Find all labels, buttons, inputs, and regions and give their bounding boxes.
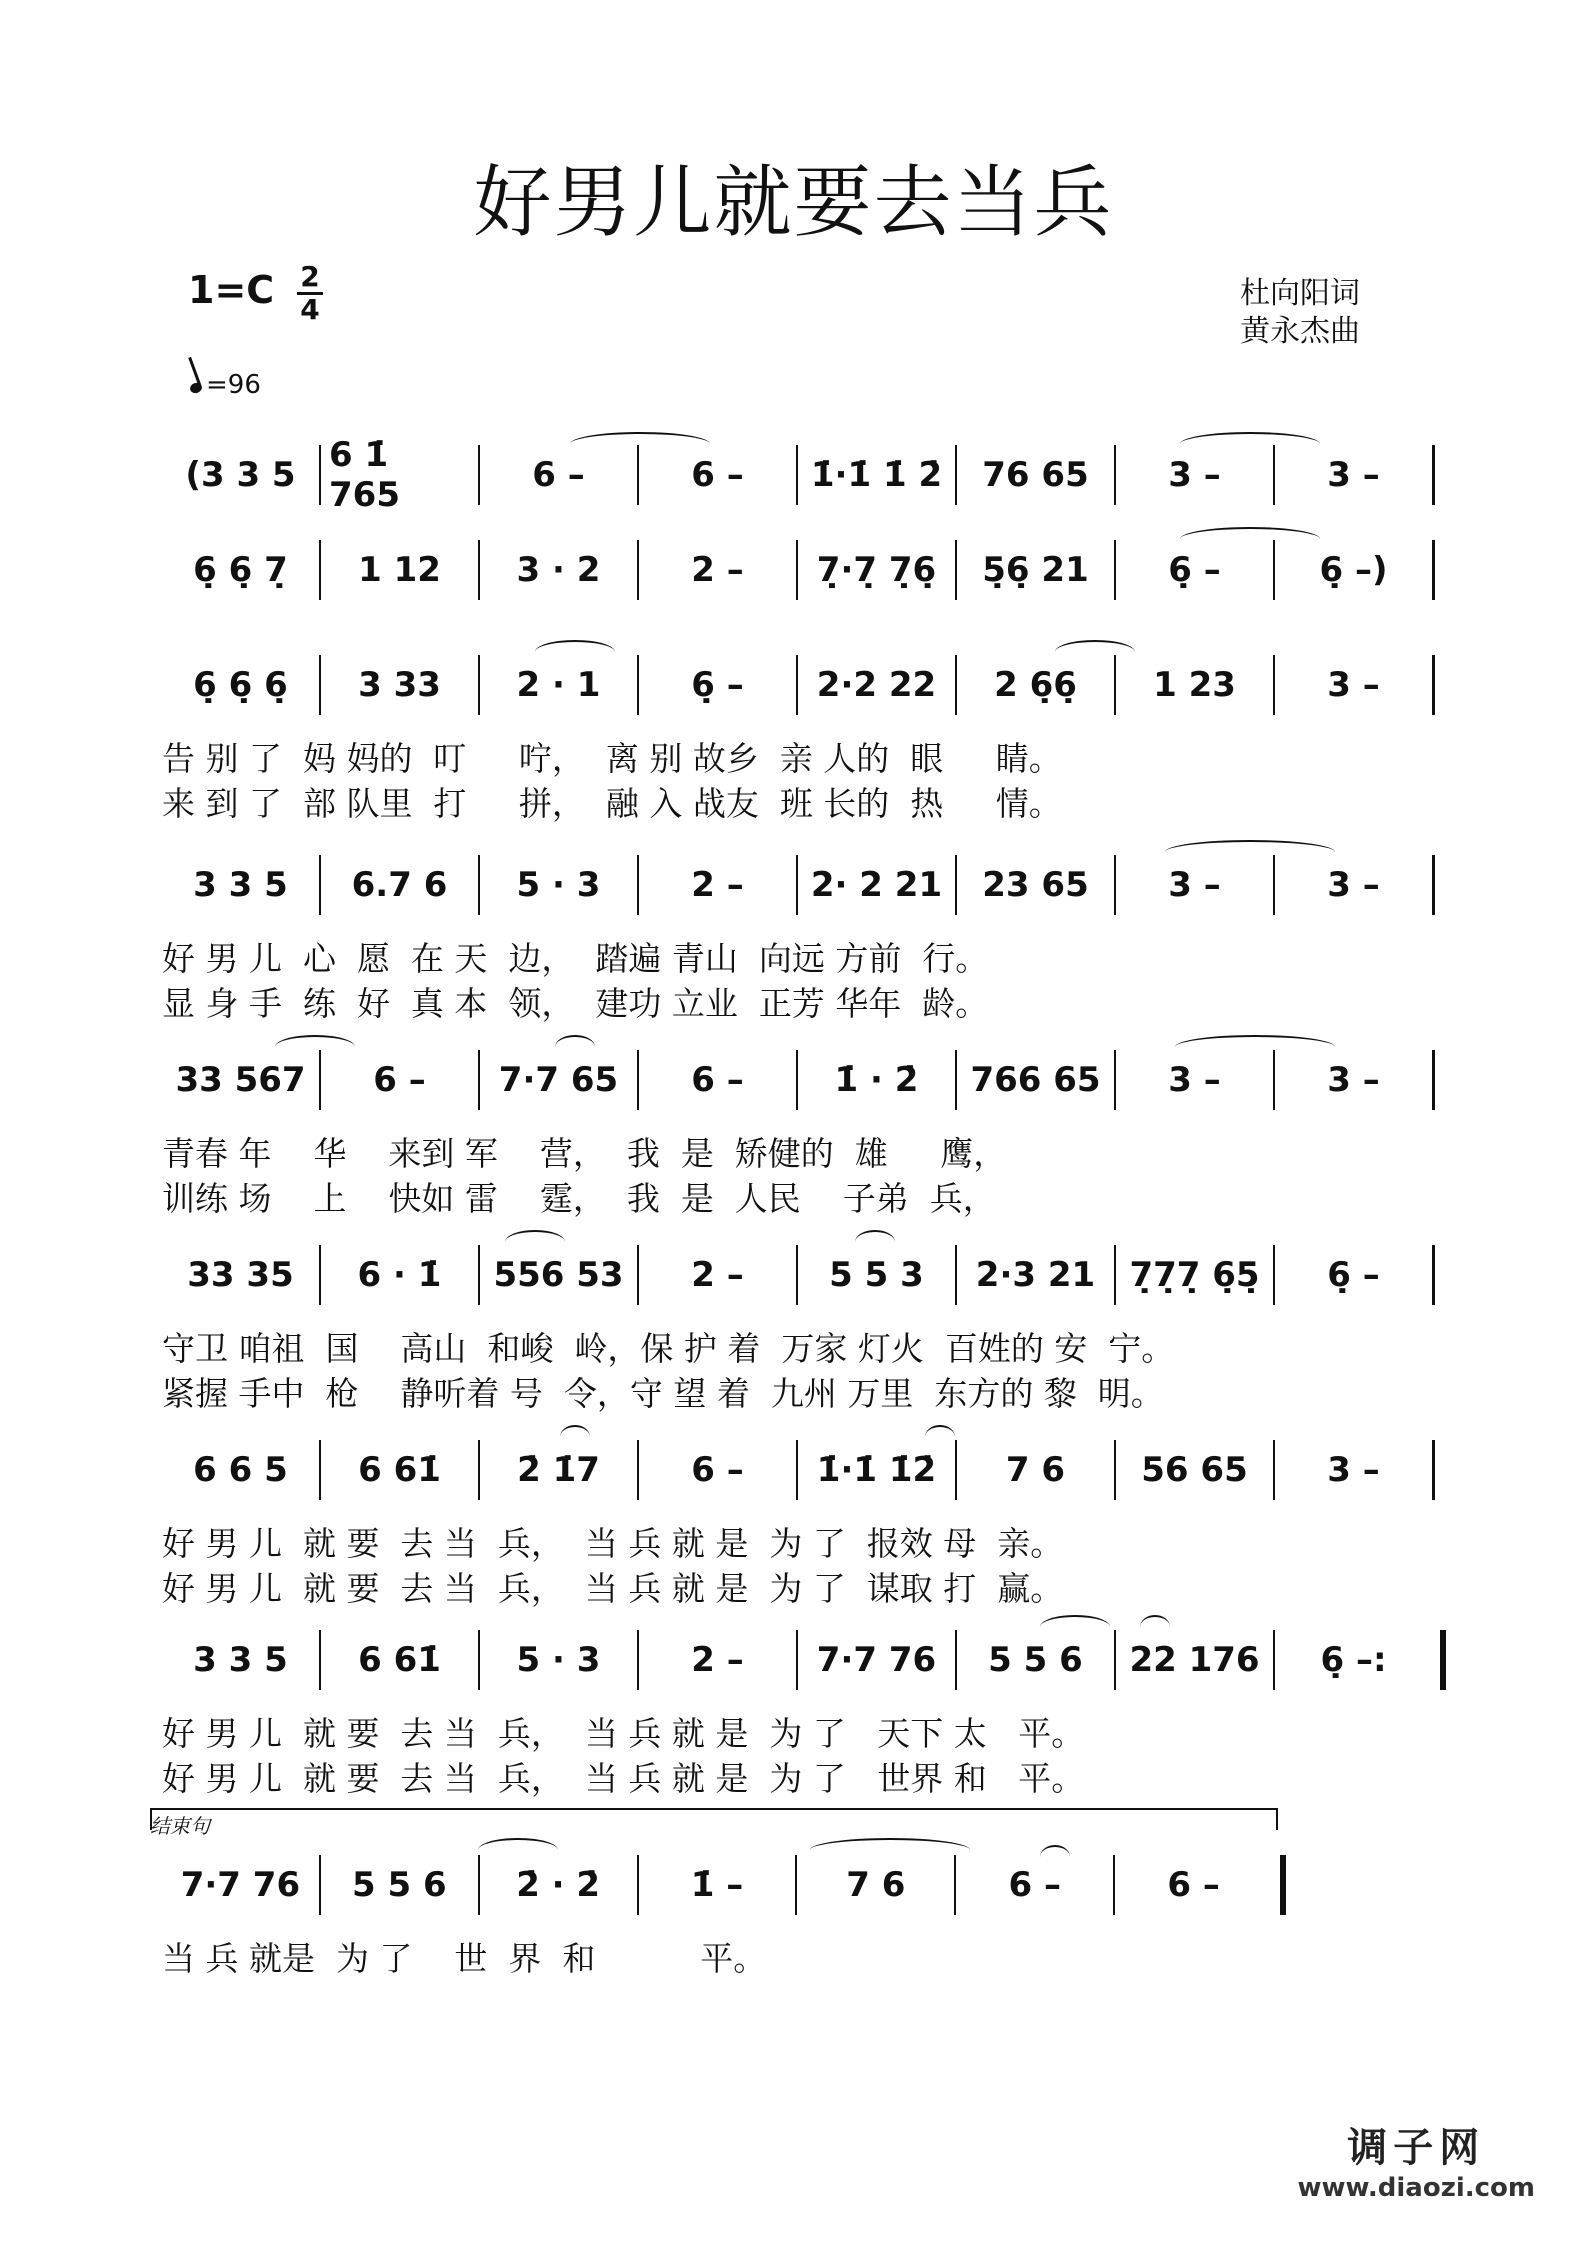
tempo-value: =96 [206, 370, 261, 400]
slur-arc [560, 1425, 590, 1449]
measure: 3 · 2 [478, 540, 637, 600]
slur-arc [505, 1230, 565, 1254]
watermark [1298, 2116, 1536, 2203]
measure: 6 · 1̇ [319, 1245, 478, 1305]
measure: 5 · 3 [478, 855, 637, 915]
lyricist: 杜向阳词 [1240, 276, 1360, 311]
measure: 6̣ – [1114, 540, 1273, 600]
measure: 5 5 6 [955, 1630, 1114, 1690]
measure: 23 65 [955, 855, 1114, 915]
measure: 2̇ · 2̇ [478, 1855, 637, 1915]
measure: 2 – [637, 1245, 796, 1305]
measure: 7̣7̣7̣ 6̣5̣ [1114, 1245, 1273, 1305]
measure: 33 35 [187, 1255, 294, 1295]
ending-label: 结束句 [150, 1814, 210, 1838]
measure: 6 – [637, 445, 796, 505]
slur-arc [478, 1838, 558, 1862]
measure: 1 23 [1114, 655, 1273, 715]
measure: 3 3 5 [193, 865, 288, 905]
measure: 3 – [1273, 655, 1432, 715]
measure: 2 6̣6̣ [955, 655, 1114, 715]
measure: 22 176 [1114, 1630, 1273, 1690]
measure: 3 – [1114, 445, 1273, 505]
lyric-line: 好 男 儿 就 要 去 当 兵， 当 兵 就 是 为 了 谋取 打 赢。 [162, 1569, 1064, 1608]
measure: 7̣·7̣ 7̣6̣ [796, 540, 955, 600]
watermark-site: 调子网 [1347, 2125, 1486, 2171]
notation-line [162, 1630, 1432, 1690]
lyric-line: 好 男 儿 就 要 去 当 兵， 当 兵 就 是 为 了 世界 和 平。 [162, 1759, 1085, 1798]
lyric-line: 来 到 了 部 队里 打 拼， 融 入 战友 班 长的 热 情。 [162, 784, 1062, 823]
slur-arc [1175, 1035, 1335, 1059]
measure: 3 3 5 [193, 1640, 288, 1680]
measure: 7·7 65 [478, 1050, 637, 1110]
slur-arc [275, 1035, 355, 1059]
measure: 2 – [637, 855, 796, 915]
measure: 3 – [1273, 1440, 1432, 1500]
measure: 2 – [637, 540, 796, 600]
quarter-note-icon [189, 381, 204, 395]
slur-arc [555, 1035, 595, 1059]
measure: 6̣ –: [1273, 1630, 1432, 1690]
measure: 6 1̇ 765 [319, 445, 478, 505]
notation-line [162, 1050, 1435, 1110]
measure: 6 – [637, 1050, 796, 1110]
time-numerator: 2 [300, 260, 320, 293]
lyric-line: 当 兵 就是 为 了 世 界 和 平。 [162, 1939, 767, 1978]
lyric-line: 守卫 咱祖 国 高山 和峻 岭，保 护 着 万家 灯火 百姓的 安 宁。 [162, 1329, 1175, 1368]
key-signature: 1=C [188, 268, 275, 312]
lyric-line: 好 男 儿 心 愿 在 天 边， 踏遍 青山 向远 方前 行。 [162, 939, 989, 978]
notation-line [162, 855, 1435, 915]
ending-bracket [150, 1808, 1278, 1810]
measure: 6 – [1113, 1855, 1272, 1915]
notation-line [162, 655, 1435, 715]
measure: (3 3 5 [185, 455, 296, 495]
measure: 3 – [1273, 855, 1432, 915]
ending-bracket-right [1276, 1808, 1278, 1830]
measure: 76 65 [955, 445, 1114, 505]
measure: 2̇ 1̇7 [478, 1440, 637, 1500]
measure: 3 33 [319, 655, 478, 715]
measure: 6 – [637, 1440, 796, 1500]
slur-arc [810, 1838, 970, 1862]
measure: 2· 2 21 [796, 855, 955, 915]
lyric-line: 青春 年 华 来到 军 营， 我 是 矫健的 雄 鹰， [162, 1134, 1007, 1173]
slur-arc [535, 640, 615, 664]
measure: 6 – [478, 445, 637, 505]
measure: 7·7 76 [180, 1865, 301, 1905]
lyric-line: 显 身 手 练 好 真 本 领， 建功 立业 正芳 华年 龄。 [162, 984, 989, 1023]
measure: 1̇·1̇ 1̇ 2̇ [796, 445, 955, 505]
lyric-line: 训练 场 上 快如 雷 霆， 我 是 人民 子弟 兵， [162, 1179, 996, 1218]
lyric-line: 好 男 儿 就 要 去 当 兵， 当 兵 就 是 为 了 天下 太 平。 [162, 1714, 1085, 1753]
measure: 6̣ 6̣ 6̣ [193, 665, 288, 705]
measure: 556 53 [478, 1245, 637, 1305]
measure: 7 6 [795, 1855, 954, 1915]
song-title: 好男儿就要去当兵 [473, 158, 1114, 248]
measure: 3 – [1114, 855, 1273, 915]
measure: 1 12 [319, 540, 478, 600]
measure: 6 61̇ [319, 1630, 478, 1690]
measure: 1̇ · 2̇ [796, 1050, 955, 1110]
lyric-line: 紧握 手中 枪 静听着 号 令，守 望 着 九州 万里 东方的 黎 明。 [162, 1374, 1164, 1413]
credits [1240, 275, 1360, 351]
time-signature [297, 262, 323, 325]
measure: 56 65 [1114, 1440, 1273, 1500]
slur-arc [1040, 1615, 1110, 1639]
measure: 1̇·1̇ 1̇2̇ [796, 1440, 955, 1500]
measure: 6̣ – [1273, 1245, 1432, 1305]
notation-line [162, 1245, 1435, 1305]
slur-arc [1180, 432, 1320, 456]
composer: 黄永杰曲 [1240, 314, 1360, 349]
notation-line [162, 1855, 1272, 1915]
time-denominator: 4 [297, 292, 323, 325]
measure: 2·3 21 [955, 1245, 1114, 1305]
lyric-line: 好 男 儿 就 要 去 当 兵， 当 兵 就 是 为 了 报效 母 亲。 [162, 1524, 1064, 1563]
notation-line [162, 1440, 1435, 1500]
measure: 1̇ – [637, 1855, 796, 1915]
measure: 6.7 6 [319, 855, 478, 915]
measure: 3 – [1114, 1050, 1273, 1110]
measure: 6̣ –) [1273, 540, 1432, 600]
measure: 5̣6̣ 21 [955, 540, 1114, 600]
measure: 5 5 3 [796, 1245, 955, 1305]
measure: 3 – [1273, 445, 1432, 505]
measure: 6 – [954, 1855, 1113, 1915]
measure: 766 65 [955, 1050, 1114, 1110]
measure: 5 · 3 [478, 1630, 637, 1690]
measure: 2 · 1 [478, 655, 637, 715]
slur-arc [925, 1425, 955, 1449]
slur-arc [1140, 1615, 1170, 1639]
measure: 6̣ – [637, 655, 796, 715]
slur-arc [1040, 1845, 1070, 1869]
measure: 5 5 6 [319, 1855, 478, 1915]
measure: 2·2 22 [796, 655, 955, 715]
measure: 3 – [1273, 1050, 1432, 1110]
measure: 6 61̇ [319, 1440, 478, 1500]
lyric-line: 告 别 了 妈 妈的 叮 咛， 离 别 故乡 亲 人的 眼 睛。 [162, 739, 1062, 778]
slur-arc [1055, 640, 1135, 664]
measure: 7·7 76 [796, 1630, 955, 1690]
slur-arc [570, 432, 710, 456]
measure: 6 6 5 [193, 1450, 288, 1490]
measure: 33 567 [175, 1060, 306, 1100]
measure: 6 – [319, 1050, 478, 1110]
watermark-url: www.diaozi.com [1297, 2173, 1535, 2203]
slur-arc [1180, 527, 1320, 551]
slur-arc [855, 1230, 895, 1254]
measure: 2 – [637, 1630, 796, 1690]
measure: 7 6 [955, 1440, 1114, 1500]
measure: 6̣ 6̣ 7̣ [193, 550, 288, 590]
slur-arc [1165, 840, 1335, 864]
tempo-marking [190, 370, 261, 400]
